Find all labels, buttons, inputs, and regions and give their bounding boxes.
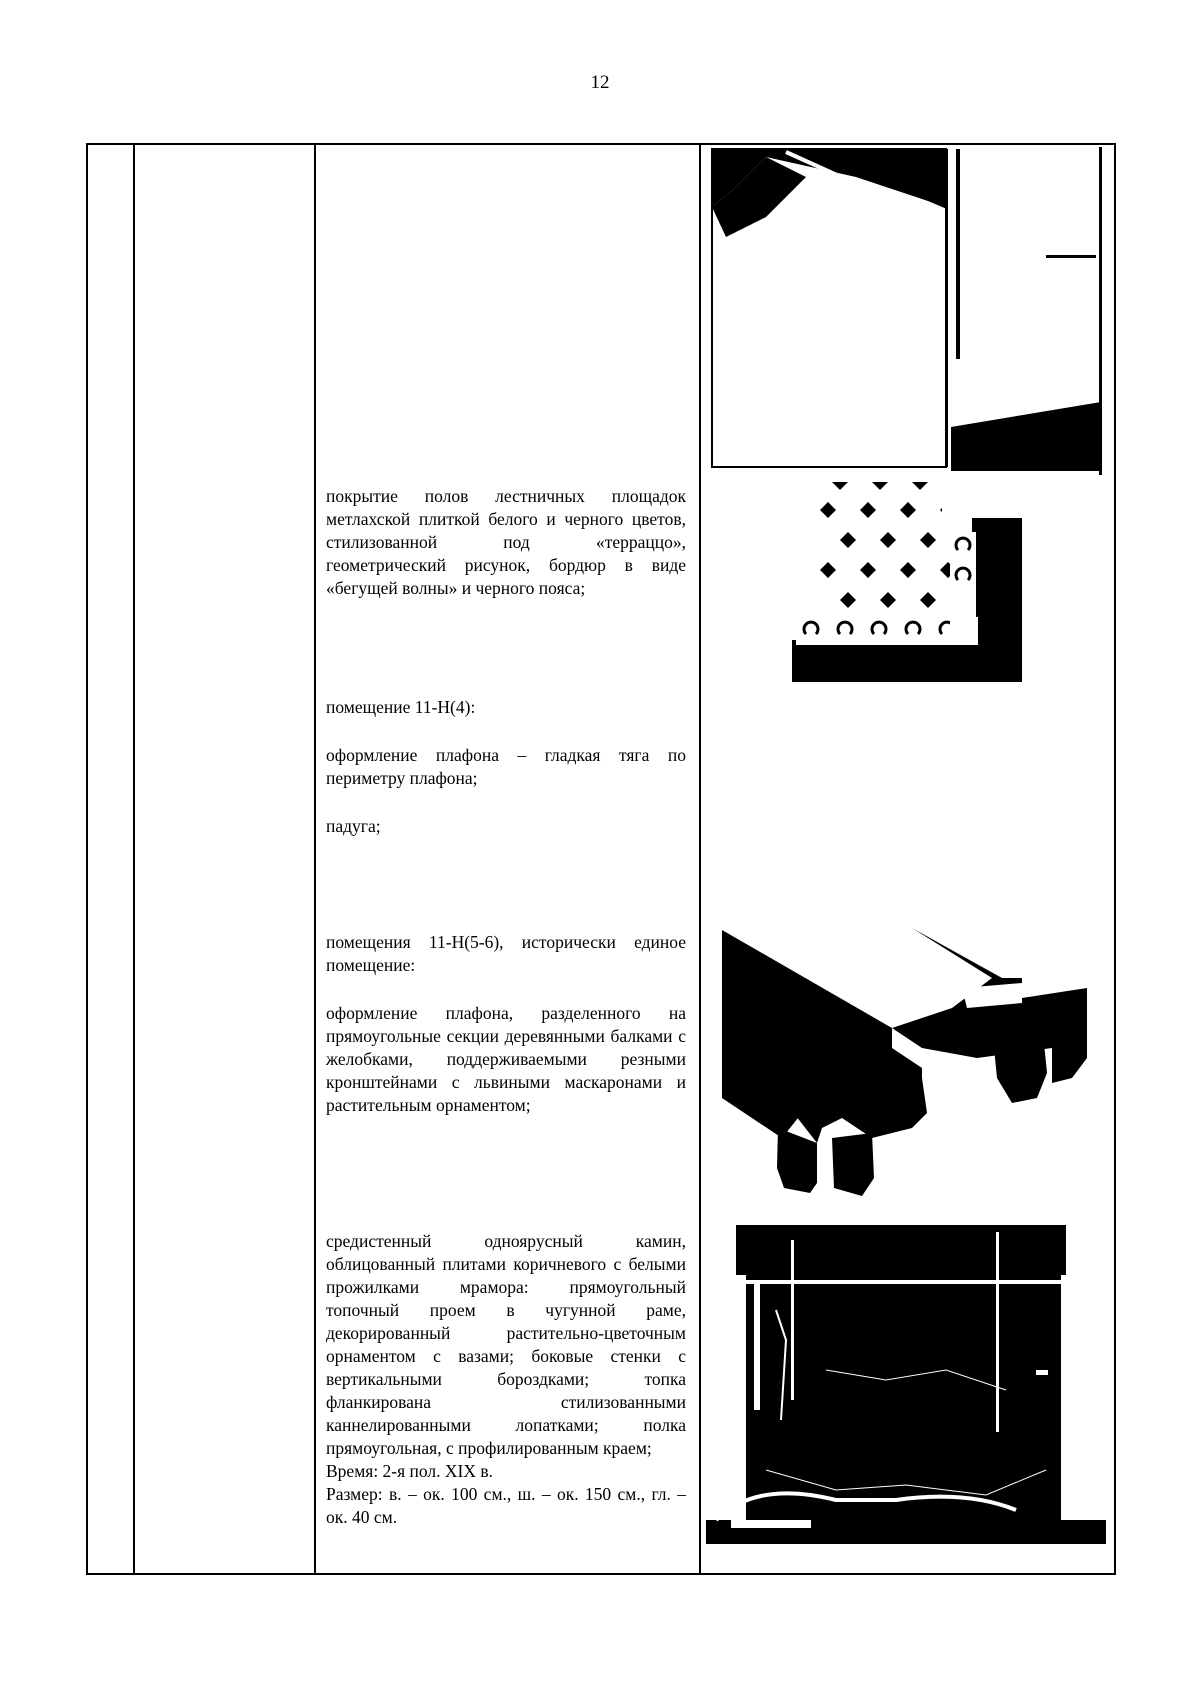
fireplace-photo xyxy=(706,1220,1106,1544)
room-heading-4 xyxy=(326,696,686,719)
column-divider xyxy=(133,145,135,1573)
ceiling-description-4: оформление плафона – гладкая тяга по периметру плафона; xyxy=(326,745,686,788)
fireplace-description: средистенный одноярусный камин, облицованный плитами коричневого с белыми прожилками мрамора: прямоугольный топочный проем в чугунной раме, декорированный растительно-цветочным орнаментом с вазами; боковые стенки с вертикальными бороздками; топка фланкирована стилизованными каннелированными лопатками; полка прямоугольная, с профилированным краем; xyxy=(326,1231,686,1458)
paduga-label: падуга; xyxy=(326,816,381,836)
column-divider xyxy=(314,145,316,1573)
page-number: 12 xyxy=(590,72,610,93)
fireplace-size: Размер: в. – ок. 100 см., ш. – ок. 150 см., гл. – ок. 40 см. xyxy=(326,1484,686,1527)
description-column xyxy=(326,485,686,600)
fireplace-date: Время: 2-я пол. XIX в. xyxy=(326,1461,494,1481)
column-divider xyxy=(699,145,701,1573)
room-label: помещение 11-Н(4): xyxy=(326,697,476,717)
room-heading-5-6: помещения 11-Н(5-6), исторически единое помещение: xyxy=(326,932,686,975)
ceiling-description-5-6: оформление плафона, разделенного на прямоугольные секции деревянными балками с желобками, поддерживаемыми резными кронштейнами с львиными маскаронами и растительным орнаментом; xyxy=(326,1003,686,1115)
ceiling-beams-photo xyxy=(722,928,1092,1208)
staircase-photo xyxy=(706,147,1106,475)
floor-covering-description: покрытие полов лестничных площадок метлахской плиткой белого и черного цветов, стилизованной под «терраццо», геометрический рисунок, бордюр в виде «бегущей волны» и черного пояса; xyxy=(326,486,686,598)
floor-tile-photo xyxy=(792,482,1022,682)
